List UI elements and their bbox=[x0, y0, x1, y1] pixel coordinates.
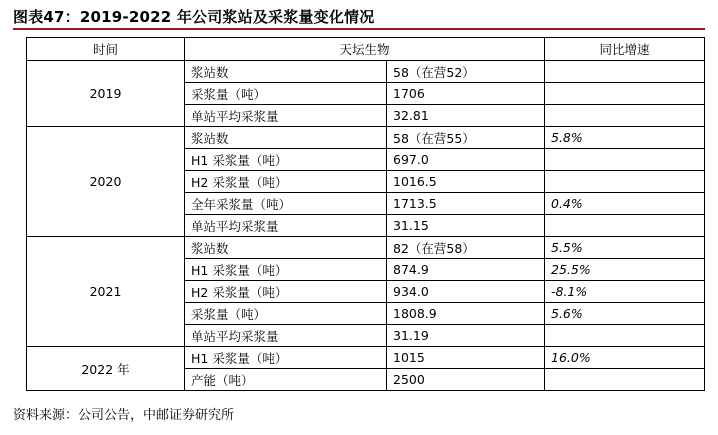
metric-cell: 浆站数 bbox=[185, 237, 387, 259]
table-row bbox=[27, 237, 705, 259]
growth-cell bbox=[545, 215, 705, 237]
value-cell: 934.0 bbox=[387, 281, 545, 303]
metric-cell: 单站平均采浆量 bbox=[185, 105, 387, 127]
value-cell: 697.0 bbox=[387, 149, 545, 171]
growth-cell bbox=[545, 149, 705, 171]
metric-cell: 全年采浆量（吨） bbox=[185, 193, 387, 215]
metric-cell: 产能（吨） bbox=[185, 369, 387, 391]
growth-cell: 5.8% bbox=[545, 127, 705, 149]
growth-cell: 0.4% bbox=[545, 193, 705, 215]
value-cell: 1015 bbox=[387, 347, 545, 369]
metric-cell: 采浆量（吨） bbox=[185, 303, 387, 325]
metric-cell: 单站平均采浆量 bbox=[185, 215, 387, 237]
growth-cell: -8.1% bbox=[545, 281, 705, 303]
year-cell: 2022 年 bbox=[27, 347, 185, 391]
figure-title: 图表47：2019-2022 年公司浆站及采浆量变化情况 bbox=[13, 8, 375, 26]
metric-cell: H1 采浆量（吨） bbox=[185, 259, 387, 281]
growth-cell: 5.5% bbox=[545, 237, 705, 259]
source-note: 资料来源：公司公告，中邮证券研究所 bbox=[13, 408, 235, 423]
value-cell: 82（在营58） bbox=[387, 237, 545, 259]
value-cell: 1706 bbox=[387, 83, 545, 105]
metric-cell: H2 采浆量（吨） bbox=[185, 171, 387, 193]
value-cell: 32.81 bbox=[387, 105, 545, 127]
metric-cell: 浆站数 bbox=[185, 127, 387, 149]
growth-cell bbox=[545, 369, 705, 391]
growth-cell bbox=[545, 325, 705, 347]
metric-cell: 单站平均采浆量 bbox=[185, 325, 387, 347]
table-header-row bbox=[27, 38, 705, 61]
value-cell: 31.19 bbox=[387, 325, 545, 347]
growth-cell bbox=[545, 171, 705, 193]
table-row bbox=[27, 347, 705, 369]
value-cell: 31.15 bbox=[387, 215, 545, 237]
metric-cell: H1 采浆量（吨） bbox=[185, 347, 387, 369]
value-cell: 874.9 bbox=[387, 259, 545, 281]
year-cell: 2021 bbox=[27, 237, 185, 347]
table-row bbox=[27, 61, 705, 83]
header-growth: 同比增速 bbox=[545, 38, 705, 61]
metric-cell: 浆站数 bbox=[185, 61, 387, 83]
metric-cell: H2 采浆量（吨） bbox=[185, 281, 387, 303]
metric-cell: 采浆量（吨） bbox=[185, 83, 387, 105]
value-cell: 1808.9 bbox=[387, 303, 545, 325]
value-cell: 58（在营52） bbox=[387, 61, 545, 83]
value-cell: 1016.5 bbox=[387, 171, 545, 193]
growth-cell bbox=[545, 61, 705, 83]
value-cell: 58（在营55） bbox=[387, 127, 545, 149]
plasma-station-table bbox=[26, 37, 705, 391]
header-company: 天坛生物 bbox=[185, 38, 545, 61]
table-body bbox=[27, 61, 705, 391]
metric-cell: H1 采浆量（吨） bbox=[185, 149, 387, 171]
value-cell: 1713.5 bbox=[387, 193, 545, 215]
growth-cell bbox=[545, 105, 705, 127]
title-divider bbox=[13, 28, 705, 30]
year-cell: 2020 bbox=[27, 127, 185, 237]
year-cell: 2019 bbox=[27, 61, 185, 127]
growth-cell: 25.5% bbox=[545, 259, 705, 281]
header-time: 时间 bbox=[27, 38, 185, 61]
table-row bbox=[27, 127, 705, 149]
value-cell: 2500 bbox=[387, 369, 545, 391]
growth-cell: 5.6% bbox=[545, 303, 705, 325]
growth-cell: 16.0% bbox=[545, 347, 705, 369]
growth-cell bbox=[545, 83, 705, 105]
